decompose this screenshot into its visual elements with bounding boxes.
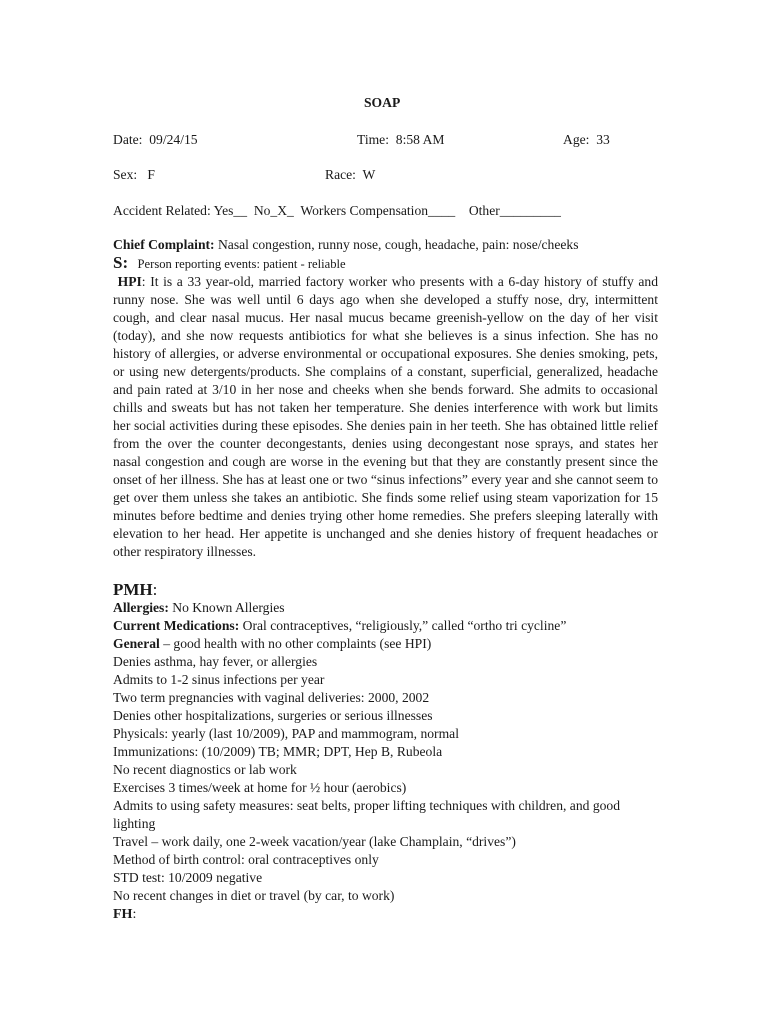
sex-label: Sex:: [113, 167, 138, 182]
general-text: – good health with no other complaints (see HPI): [163, 636, 432, 651]
list-item: Admits to 1-2 sinus infections per year: [113, 672, 325, 687]
age-field: [563, 131, 610, 149]
list-item: Denies asthma, hay fever, or allergies: [113, 654, 318, 669]
chief-complaint: [113, 236, 658, 254]
list-item: Method of birth control: oral contraceptives only: [113, 852, 379, 867]
general-label: General: [113, 636, 160, 651]
pmh-list: [113, 599, 658, 905]
list-item: Two term pregnancies with vaginal deliveries: 2000, 2002: [113, 690, 430, 705]
time-field: [357, 131, 445, 149]
chief-complaint-text: Nasal congestion, runny nose, cough, headache, pain: nose/cheeks: [217, 237, 579, 252]
medications-text: Oral contraceptives, “religiously,” called “ortho tri cycline”: [242, 618, 567, 633]
allergies-label: Allergies:: [113, 600, 169, 615]
list-item: Travel – work daily, one 2-week vacation/year (lake Champlain, “drives”): [113, 834, 516, 849]
safety-measures-item: Admits to using safety measures: seat belts, proper lifting techniques with children, and good lighting: [113, 798, 621, 831]
document-title: SOAP: [364, 95, 401, 110]
time-value: 8:58 AM: [395, 132, 445, 147]
list-item: Physicals: yearly (last 10/2009), PAP and mammogram, normal: [113, 726, 459, 741]
date-value: 09/24/15: [149, 132, 198, 147]
age-value: 33: [596, 132, 610, 147]
chief-complaint-label: Chief Complaint:: [113, 237, 215, 252]
hpi-paragraph: [113, 273, 658, 561]
list-item: No recent diagnostics or lab work: [113, 762, 297, 777]
fh-label: FH: [113, 907, 133, 922]
list-item: Denies other hospitalizations, surgeries or serious illnesses: [113, 708, 433, 723]
fh-colon: :: [132, 907, 137, 922]
general-line: [113, 635, 658, 653]
fh-heading: [113, 906, 136, 924]
pmh-heading: [113, 581, 157, 599]
subjective-label: S:: [113, 253, 129, 272]
race-field: [325, 166, 375, 184]
list-item: No recent changes in diet or travel (by car, to work): [113, 888, 395, 903]
pmh-label: PMH: [113, 580, 153, 599]
accident-related-line: Accident Related: Yes__ No_X_ Workers Compensation____ Other_________: [113, 203, 561, 218]
allergies-line: [113, 599, 658, 617]
sex-field: [113, 166, 155, 184]
race-label: Race:: [325, 167, 356, 182]
date-field: [113, 131, 198, 149]
reporter-text: Person reporting events: patient - reliable: [137, 257, 346, 271]
pmh-colon: :: [152, 580, 158, 599]
list-item: Immunizations: (10/2009) TB; MMR; DPT, Hep B, Rubeola: [113, 744, 443, 759]
allergies-text: No Known Allergies: [172, 600, 285, 615]
age-label: Age:: [563, 132, 590, 147]
race-value: W: [362, 167, 376, 182]
list-item: Exercises 3 times/week at home for ½ hour (aerobics): [113, 780, 407, 795]
subjective-header: [113, 254, 346, 273]
hpi-text: : It is a 33 year-old, married factory worker who presents with a 6-day history of stuffy and runny nose. She was well until 6 days ago when she developed a stuffy nose, dry, intermittent cough, and clear nasal mucus. Her nasal mucus became greenish-yellow on the day of her visit (today), and she now requests antibiotics for what she believes is a sinus infection. She has no history of allergies, or adverse environmental or occupational exposures. She denies smoking, pets, or using new detergents/products. She complains of a constant, superficial, generalized, headache and pain rated at 3/10 in her nose and cheeks when she bends forward. She admits to occasional chills and sweats but has not taken her temperature. She denies interference with work but limits her social activities during these episodes. She denies pain in her teeth. She has obtained little relief from the over the counter decongestants, denies using decongestant nose sprays, and states her nasal congestion and cough are worse in the evening but that they are constantly present since the onset of her illness. She has at least one or two “sinus infections” every year and she cannot seem to get over them unless she takes an antibiotic. She finds some relief using steam vaporization for 15 minutes before bedtime and denies trying other home remedies. She prefers sleeping laterally with elevation to her head. Her appetite is unchanged and she denies history of frequent headaches or other respiratory illnesses.: [113, 274, 658, 559]
date-label: Date:: [113, 132, 143, 147]
list-item: STD test: 10/2009 negative: [113, 870, 263, 885]
medications-line: [113, 617, 658, 635]
hpi-label: HPI: [117, 274, 142, 289]
time-label: Time:: [357, 132, 389, 147]
sex-value: F: [147, 167, 155, 182]
medications-label: Current Medications:: [113, 618, 240, 633]
